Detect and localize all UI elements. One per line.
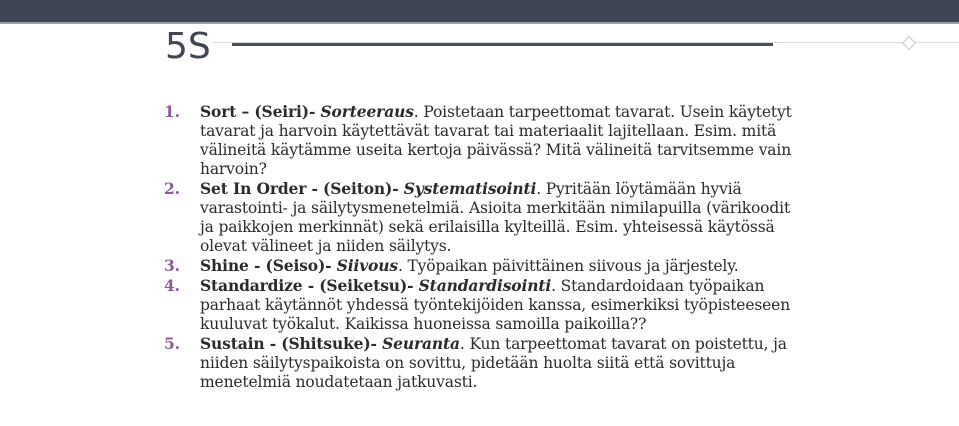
list-item-number: 3.: [164, 256, 180, 275]
title-divider-bar: [232, 43, 773, 46]
list-item-heading: Shine - (Seiso)-: [200, 256, 337, 275]
list-item-text: . Poistetaan tarpeettomat tavarat. Usein käytetyt tavarat ja harvoin käytettävät tavarat tai materiaalit lajitellaan. Esim. mitä välineitä käytämme useita kertoja päivässä? Mitä välineitä tarvitsemme vain harvoin?: [200, 103, 792, 178]
list-item-number: 1.: [164, 102, 180, 121]
list-item-heading: Sort – (Seiri)-: [200, 102, 321, 121]
list-item-heading: Standardize - (Seiketsu)-: [200, 276, 419, 295]
list-item-heading-italic: Sorteeraus: [320, 102, 414, 121]
list-item: [164, 334, 804, 392]
list-item-text: . Standardoidaan työpaikan parhaat käytännöt yhdessä työntekijöiden kanssa, esimerkiksi työpisteeseen kuuluvat työkalut. Kaikissa huoneissa samoilla paikoilla??: [200, 277, 791, 333]
header-bar: [0, 0, 959, 22]
list-item-heading: Set In Order - (Seiton)-: [200, 179, 404, 198]
list-item-text: . Kun tarpeettomat tavarat on poistettu, ja niiden säilytyspaikoista on sovittu, pidetään huolta siitä että sovittuja menetelmiä noudatetaan jatkuvasti.: [200, 335, 787, 391]
five-s-list: [164, 102, 804, 392]
list-item-heading-italic: Systematisointi: [403, 179, 537, 198]
list-item-heading-italic: Siivous: [336, 256, 398, 275]
list-item-number: 5.: [164, 334, 180, 353]
list-item-text: . Pyritään löytämään hyviä varastointi- ja säilytysmenetelmiä. Asioita merkitään nimilapuilla (värikoodit ja paikkojen merkinnät) sekä erilaisilla kylteillä. Esim. yhteisessä käytössä olevat välineet ja niiden säilytys.: [200, 180, 791, 255]
list-item-heading: Sustain - (Shitsuke)-: [200, 334, 383, 353]
list-item-heading-italic: Standardisointi: [418, 276, 552, 295]
list-item-number: 4.: [164, 276, 180, 295]
divider-diamond-ornament: [902, 36, 916, 50]
list-item: [164, 179, 804, 256]
list-item: [164, 256, 804, 276]
list-item-text: . Työpaikan päivittäinen siivous ja järjestely.: [397, 257, 739, 275]
header-accent-line: [0, 22, 959, 24]
list-item-heading-italic: Seuranta: [382, 334, 460, 353]
slide-title: 5S: [165, 26, 211, 67]
list-item: [164, 102, 804, 179]
list-item-number: 2.: [164, 179, 180, 198]
list-item: [164, 276, 804, 334]
